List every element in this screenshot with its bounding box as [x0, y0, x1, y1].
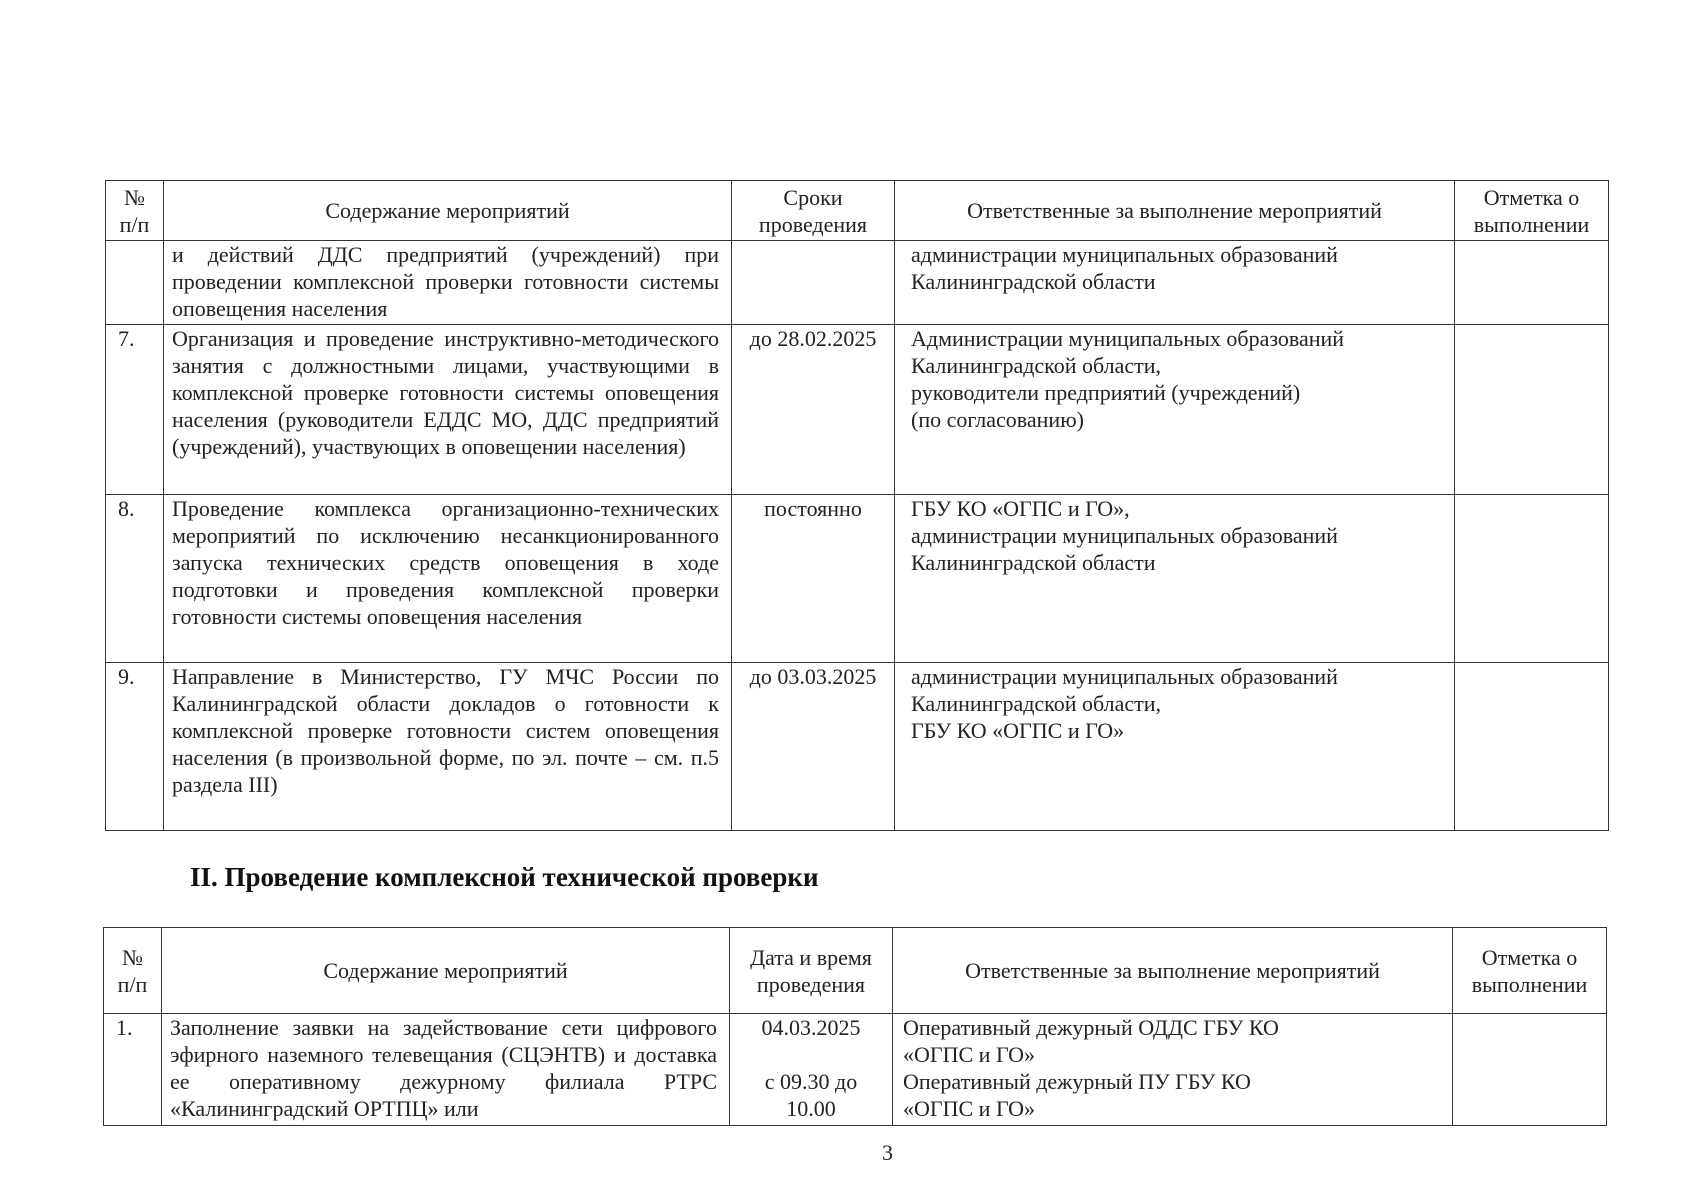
- table-row: [106, 325, 1609, 495]
- row-number: [106, 241, 164, 325]
- col-header-num: № п/п: [106, 181, 164, 241]
- row-mark: [1455, 663, 1609, 831]
- col-header-dates: Сроки проведения: [732, 181, 895, 241]
- date-line: 04.03.2025: [761, 1015, 861, 1040]
- table-row: [106, 663, 1609, 831]
- table-row: [104, 1014, 1607, 1126]
- responsible-line: Калининградской области,: [911, 353, 1162, 378]
- col-header-content: Содержание мероприятий: [164, 181, 732, 241]
- col-header-dates: Дата и время проведения: [730, 928, 893, 1014]
- row-number: 7.: [106, 325, 164, 495]
- responsible-line: (по согласованию): [911, 407, 1084, 432]
- responsible-line: «ОГПС и ГО»: [903, 1096, 1035, 1121]
- responsible-line: «ОГПС и ГО»: [903, 1042, 1035, 1067]
- responsible-line: администрации муниципальных образований: [911, 664, 1338, 689]
- responsible-line: Администрации муниципальных образований: [911, 326, 1345, 351]
- row-dates: постоянно: [732, 495, 895, 663]
- row-responsible: [895, 241, 1455, 325]
- col-header-responsible: Ответственные за выполнение мероприятий: [895, 181, 1455, 241]
- col-header-num: № п/п: [104, 928, 162, 1014]
- responsible-line: руководители предприятий (учреждений): [911, 380, 1301, 405]
- section-heading: II. Проведение комплексной технической проверки: [190, 862, 819, 892]
- responsible-line: Оперативный дежурный ОДДС ГБУ КО: [903, 1015, 1279, 1040]
- responsible-line: Калининградской области: [911, 550, 1156, 575]
- row-number: 1.: [104, 1014, 162, 1126]
- row-responsible: [893, 1014, 1453, 1126]
- responsible-line: администрации муниципальных образований: [911, 242, 1338, 267]
- measures-table-2: [103, 927, 1607, 1126]
- page-number: 3: [882, 1140, 893, 1165]
- responsible-line: ГБУ КО «ОГПС и ГО»,: [911, 496, 1130, 521]
- row-content: Направление в Министерство, ГУ МЧС России по Калининградской области докладов о готовности к комплексной проверке готовности систем оповещения населения (в произвольной форме, по эл. почте – см. п.5 раздела III): [164, 663, 732, 831]
- row-content: Проведение комплекса организационно-технических мероприятий по исключению несанкционированного запуска технических средств оповещения в ходе подготовки и проведения комплексной проверки готовности системы оповещения населения: [164, 495, 732, 663]
- row-content: и действий ДДС предприятий (учреждений) при проведении комплексной проверки готовности системы оповещения населения: [164, 241, 732, 325]
- responsible-line: ГБУ КО «ОГПС и ГО»: [911, 718, 1125, 743]
- row-mark: [1455, 241, 1609, 325]
- row-number: 8.: [106, 495, 164, 663]
- table-header-row: [104, 928, 1607, 1014]
- row-mark: [1455, 325, 1609, 495]
- row-content: Организация и проведение инструктивно-методического занятия с должностными лицами, участвующими в комплексной проверке готовности системы оповещения населения (руководители ЕДДС МО, ДДС предприятий (учреждений), участвующих в оповещении населения): [164, 325, 732, 495]
- col-header-content: Содержание мероприятий: [162, 928, 730, 1014]
- col-header-mark: Отметка о выполнении: [1453, 928, 1607, 1014]
- row-content: Заполнение заявки на задействование сети цифрового эфирного наземного телевещания (СЦЭНТВ) и доставка ее оперативному дежурному филиала РТРС «Калининградский ОРТПЦ» или: [162, 1014, 730, 1126]
- table-row: [106, 495, 1609, 663]
- row-dates: [732, 241, 895, 325]
- responsible-line: Калининградской области,: [911, 691, 1162, 716]
- responsible-line: Калининградской области: [911, 269, 1156, 294]
- row-mark: [1455, 495, 1609, 663]
- row-dates: до 03.03.2025: [732, 663, 895, 831]
- date-line: [738, 1041, 884, 1068]
- table-row: [106, 241, 1609, 325]
- date-line: с 09.30 до 10.00: [764, 1069, 858, 1121]
- row-mark: [1453, 1014, 1607, 1126]
- row-responsible: [895, 495, 1455, 663]
- row-responsible: [895, 663, 1455, 831]
- row-responsible: [895, 325, 1455, 495]
- responsible-line: Оперативный дежурный ПУ ГБУ КО: [903, 1069, 1251, 1094]
- responsible-line: администрации муниципальных образований: [911, 523, 1338, 548]
- table-header-row: [106, 181, 1609, 241]
- measures-table-1: [105, 180, 1609, 831]
- row-dates: до 28.02.2025: [732, 325, 895, 495]
- col-header-responsible: Ответственные за выполнение мероприятий: [893, 928, 1453, 1014]
- row-number: 9.: [106, 663, 164, 831]
- row-dates: [730, 1014, 893, 1126]
- col-header-mark: Отметка о выполнении: [1455, 181, 1609, 241]
